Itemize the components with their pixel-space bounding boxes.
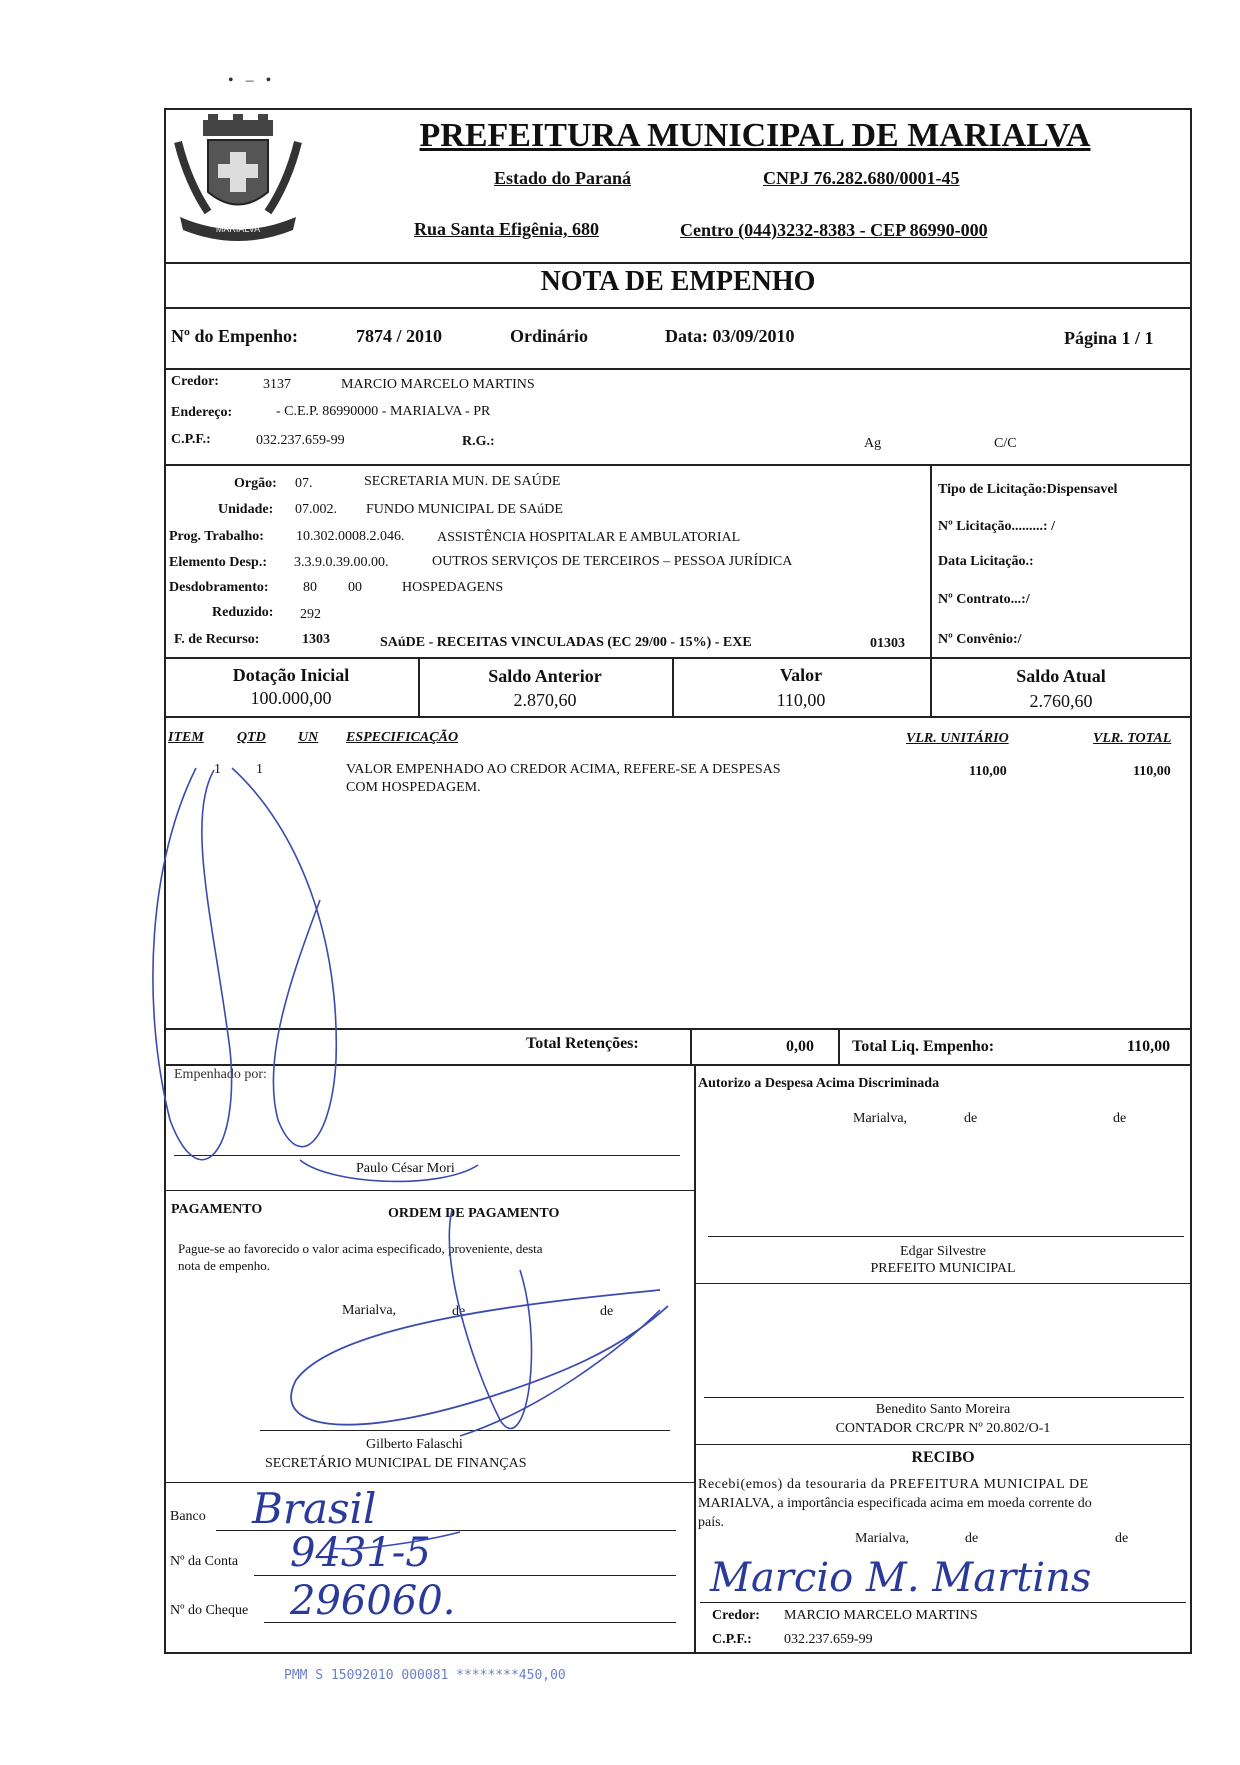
licitacao-convenio: Nº Convênio:/: [938, 632, 1022, 647]
banco-label: Banco: [170, 1509, 206, 1524]
valor-value: 110,00: [776, 690, 826, 710]
credor-cpf: 032.237.659-99: [256, 433, 345, 448]
recibo-cpf: 032.237.659-99: [784, 1632, 873, 1647]
item-spec-line2: COM HOSPEDAGEM.: [346, 780, 481, 795]
recibo-credor-name: MARCIO MARCELO MARTINS: [784, 1608, 978, 1623]
prog-code: 10.302.0008.2.046.: [296, 529, 405, 544]
conta-label: Nº da Conta: [170, 1554, 239, 1569]
recibo-credor-label: Credor:: [712, 1608, 760, 1623]
credor-signature: Marcio M. Martins: [710, 1555, 1092, 1601]
scan-marks: • – •: [228, 72, 272, 89]
saldo-anterior-value: 2.870,60: [513, 690, 577, 710]
prog-label: Prog. Trabalho:: [169, 529, 264, 544]
orgao-name: SECRETARIA MUN. DE SAÚDE: [364, 474, 561, 489]
col-header-qtd: QTD: [237, 730, 266, 745]
pagamento-city: Marialva,: [342, 1303, 397, 1318]
prog-name: ASSISTÊNCIA HOSPITALAR E AMBULATORIAL: [437, 530, 741, 545]
pagamento-text-line1: Pague-se ao favorecido o valor acima especificado, proveniente, desta: [178, 1241, 543, 1256]
elemento-label: Elemento Desp.:: [169, 555, 267, 570]
prefeito-title: PREFEITO MUNICIPAL: [870, 1261, 1016, 1276]
footer-stamp: PMM S 15092010 000081 ********450,00: [284, 1668, 566, 1683]
banco-handwritten: Brasil: [252, 1484, 377, 1533]
rg-label: R.G.:: [462, 434, 495, 449]
saldo-anterior-label: Saldo Anterior: [488, 666, 602, 686]
ag-label: Ag: [864, 436, 882, 451]
header-state: Estado do Paraná: [494, 168, 632, 188]
credor-name: MARCIO MARCELO MARTINS: [341, 377, 535, 392]
total-retencoes-label: Total Retenções:: [526, 1035, 639, 1052]
header-title: PREFEITURA MUNICIPAL DE MARIALVA: [419, 117, 1091, 154]
recibo-text-line3: país.: [698, 1515, 725, 1530]
pagamento-label: PAGAMENTO: [171, 1202, 263, 1217]
recibo-label: RECIBO: [911, 1449, 975, 1466]
unidade-name: FUNDO MUNICIPAL DE SAúDE: [366, 502, 563, 517]
col-header-item: ITEM: [168, 730, 204, 745]
col-header-spec: ESPECIFICAÇÃO: [346, 730, 459, 745]
item-total-value: 110,00: [1133, 764, 1171, 779]
empenho-date: Data: 03/09/2010: [665, 326, 795, 346]
recibo-de2: de: [1115, 1531, 1129, 1546]
licitacao-data: Data Licitação.:: [938, 554, 1034, 569]
credor-label: Credor:: [171, 374, 219, 389]
desdobramento-a: 80: [303, 580, 317, 595]
desdobramento-name: HOSPEDAGENS: [402, 580, 504, 595]
item-unit-value: 110,00: [969, 764, 1007, 779]
item-number: 1: [214, 762, 221, 777]
ordem-pagamento: ORDEM DE PAGAMENTO: [388, 1206, 560, 1221]
desdobramento-label: Desdobramento:: [169, 580, 269, 595]
header-cnpj: CNPJ 76.282.680/0001-45: [763, 168, 960, 188]
reduzido-label: Reduzido:: [212, 605, 274, 620]
empenho-type: Ordinário: [510, 326, 589, 346]
saldo-atual-label: Saldo Atual: [1016, 666, 1106, 686]
valor-label: Valor: [779, 665, 823, 685]
empenho-number: 7874 / 2010: [356, 326, 443, 346]
pagamento-de2: de: [600, 1304, 614, 1319]
cheque-handwritten: 296060.: [290, 1578, 456, 1624]
col-header-un: UN: [298, 730, 319, 745]
header-contact: Centro (044)3232-8383 - CEP 86990-000: [680, 220, 988, 240]
credor-address: - C.E.P. 86990000 - MARIALVA - PR: [276, 404, 491, 419]
document-title: NOTA DE EMPENHO: [540, 266, 816, 297]
address-label: Endereço:: [171, 405, 233, 420]
total-retencoes-value: 0,00: [786, 1038, 814, 1055]
empenhado-label: Empenhado por:: [174, 1067, 267, 1082]
total-liq-value: 110,00: [1127, 1038, 1171, 1055]
item-spec-line1: VALOR EMPENHADO AO CREDOR ACIMA, REFERE-SE A DESPESAS: [346, 762, 781, 777]
pagamento-signer-title: SECRETÁRIO MUNICIPAL DE FINANÇAS: [265, 1456, 527, 1471]
recibo-de1: de: [965, 1531, 979, 1546]
pagamento-de1: de: [452, 1304, 466, 1319]
recurso-code2: 01303: [870, 636, 905, 651]
autorizo-label: Autorizo a Despesa Acima Discriminada: [698, 1076, 940, 1091]
svg-text:MARIALVA: MARIALVA: [215, 224, 261, 234]
pagamento-text-line2: nota de empenho.: [178, 1258, 271, 1273]
autorizo-de1: de: [964, 1111, 978, 1126]
recibo-text-line1: Recebi(emos) da tesouraria da PREFEITURA MUNICIPAL DE: [698, 1477, 1089, 1492]
empenho-number-label: Nº do Empenho:: [171, 326, 298, 346]
unidade-label: Unidade:: [218, 502, 274, 517]
recurso-label: F. de Recurso:: [174, 632, 260, 647]
licitacao-contrato: Nº Contrato...:/: [938, 592, 1030, 607]
cheque-label: Nº do Cheque: [170, 1603, 249, 1618]
page-number: Página 1 / 1: [1064, 328, 1154, 348]
header-address: Rua Santa Efigênia, 680: [414, 219, 600, 239]
desdobramento-b: 00: [348, 580, 362, 595]
reduzido-value: 292: [300, 607, 321, 622]
dotacao-inicial-label: Dotação Inicial: [232, 665, 350, 685]
total-liq-label: Total Liq. Empenho:: [852, 1038, 995, 1055]
recurso-name: SAúDE - RECEITAS VINCULADAS (EC 29/00 - 15%) - EXE: [380, 635, 752, 650]
dotacao-inicial-value: 100.000,00: [250, 688, 332, 708]
conta-handwritten: 9431-5: [290, 1530, 431, 1576]
unidade-code: 07.002.: [295, 502, 337, 517]
col-header-total: VLR. TOTAL: [1093, 731, 1172, 746]
orgao-label: Orgão:: [234, 476, 277, 491]
recibo-cpf-label: C.P.F.:: [712, 1632, 752, 1647]
item-qtd: 1: [256, 762, 263, 777]
empenhado-signer: Paulo César Mori: [356, 1161, 455, 1176]
credor-code: 3137: [263, 377, 291, 392]
autorizo-city: Marialva,: [853, 1111, 908, 1126]
saldo-atual-value: 2.760,60: [1029, 691, 1093, 711]
recibo-text-line2: MARIALVA, a importância especificada acima em moeda corrente do: [698, 1496, 1092, 1511]
contador-title: CONTADOR CRC/PR Nº 20.802/O-1: [835, 1421, 1051, 1436]
col-header-unit: VLR. UNITÁRIO: [906, 731, 1009, 746]
licitacao-numero: Nº Licitação.........: /: [938, 519, 1055, 534]
elemento-name: OUTROS SERVIÇOS DE TERCEIROS – PESSOA JURÍDICA: [432, 554, 793, 569]
pagamento-signer: Gilberto Falaschi: [366, 1437, 463, 1452]
cpf-label: C.P.F.:: [171, 432, 211, 447]
recibo-city: Marialva,: [855, 1531, 910, 1546]
contador-name: Benedito Santo Moreira: [875, 1402, 1011, 1417]
prefeito-name: Edgar Silvestre: [900, 1244, 986, 1259]
elemento-code: 3.3.9.0.39.00.00.: [294, 555, 389, 570]
autorizo-de2: de: [1113, 1111, 1127, 1126]
cc-label: C/C: [994, 436, 1017, 451]
licitacao-tipo: Tipo de Licitação:Dispensavel: [938, 482, 1118, 497]
orgao-code: 07.: [295, 476, 313, 491]
recurso-code: 1303: [302, 632, 330, 647]
